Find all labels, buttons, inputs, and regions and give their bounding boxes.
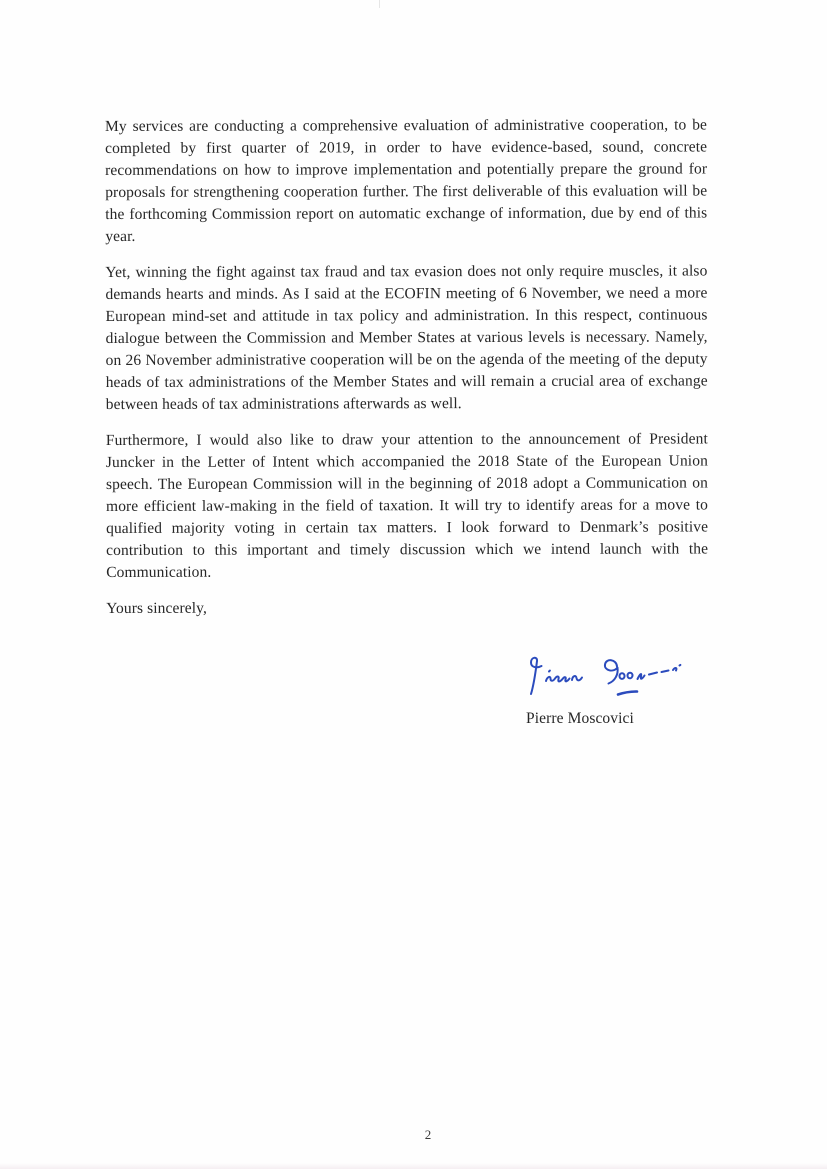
page-number: 2 xyxy=(424,1127,432,1142)
signature-strokes xyxy=(531,658,680,695)
closing-salutation: Yours sincerely, xyxy=(106,599,207,617)
handwritten-signature xyxy=(520,653,685,705)
paragraph-hearts-and-minds: Yet, winning the fight against tax fraud and tax evasion does not only require muscles, it also demands hearts and minds. As I said at the ECOFIN meeting of 6 November, we need a more European mind-set and attitude in tax policy and administration. In this respect, continuous dialogue between the Commission and Member States at various levels is necessary. Namely, on 26 November administrative cooperation will be on the agenda of the meeting of the deputy heads of tax administrations of the Member States and will remain a crucial area of exchange between heads of tax administrations afterwards as well. xyxy=(105,262,708,413)
paragraph-evaluation: My services are conducting a comprehensive evaluation of administrative cooperation, to be completed by first quarter of 2019, in order to have evidence-based, sound, concrete recommendations on how to improve implementation and potentially prepare the ground for proposals for strengthening cooperation further. The first deliverable of this evaluation will be the forthcoming Commission report on automatic exchange of information, due by end of this year. xyxy=(105,116,708,245)
letter-body xyxy=(105,114,708,634)
signatory-name: Pierre Moscovici xyxy=(526,710,634,727)
paragraph-juncker-announcement: Furthermore, I would also like to draw your attention to the announcement of President Juncker in the Letter of Intent which accompanied the 2018 State of the European Union speech. The European Commission will in the beginning of 2018 adopt a Communication on more efficient law-making in the field of taxation. It will try to identify areas for a move to qualified majority voting in certain tax matters. I look forward to Denmark’s positive contribution to this important and timely discussion which we intend launch with the Communication. xyxy=(105,430,709,581)
scan-artifact-line xyxy=(379,0,380,8)
